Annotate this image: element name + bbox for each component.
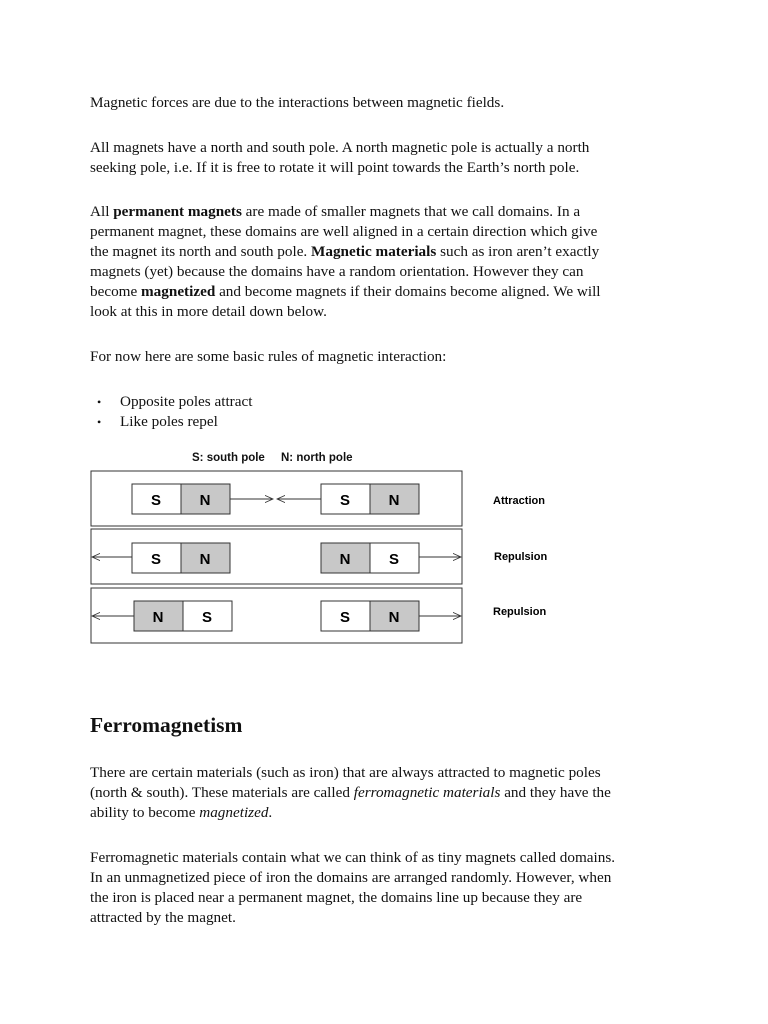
row-label-repulsion: Repulsion (493, 606, 547, 618)
italic-term: ferromagnetic materials (353, 784, 501, 801)
text-run: magnets (yet) because the domains have a random orientation. However they can (90, 263, 584, 280)
magnet-interaction-diagram (0, 440, 600, 650)
row-label-repulsion: Repulsion (494, 551, 548, 563)
paragraph-intro (90, 93, 690, 113)
legend-north: N: north pole (281, 452, 353, 464)
list-item: • Opposite poles attract (90, 392, 252, 412)
pole-letter: N (199, 551, 211, 568)
paragraph-ferromagnetic-materials (90, 763, 690, 823)
bold-term: Magnetic materials (311, 243, 437, 260)
text-line: For now here are some basic rules of magnetic interaction: (90, 348, 447, 365)
pole-letter: S (201, 609, 213, 626)
text-line: Magnetic forces are due to the interactions between magnetic fields. (90, 94, 505, 111)
text-run: (north & south). These materials are called (90, 784, 354, 801)
text-run: There are certain materials (such as iron) that are always attracted to magnetic poles (90, 764, 601, 781)
pole-letter: N (199, 492, 211, 509)
row-label-attraction: Attraction (493, 495, 545, 507)
pole-letter: N (388, 609, 400, 626)
text-run: All (90, 203, 114, 220)
text-run: ability to become (90, 804, 200, 821)
text-run: and become magnets if their domains become aligned. We will (215, 283, 601, 300)
text-run: attracted by the magnet. (90, 909, 236, 926)
pole-letter: N (152, 609, 164, 626)
pole-letter: N (388, 492, 400, 509)
rules-list (90, 392, 252, 432)
text-line: All magnets have a north and south pole. A north magnetic pole is actually a north (90, 139, 590, 156)
text-run: In an unmagnetized piece of iron the domains are arranged randomly. However, when (90, 869, 612, 886)
text-run: such as iron aren’t exactly (436, 243, 600, 260)
text-run: look at this in more detail down below. (90, 303, 327, 320)
text-run: . (268, 804, 273, 821)
pole-letter: S (339, 609, 351, 626)
pole-letter: S (388, 551, 400, 568)
pole-letter: S (150, 551, 162, 568)
paragraph-permanent-magnets (90, 202, 690, 322)
paragraph-poles (90, 138, 690, 178)
bold-term: permanent magnets (113, 203, 242, 220)
text-run: Ferromagnetic materials contain what we can think of as tiny magnets called domains. (90, 849, 616, 866)
text-run: become (90, 283, 142, 300)
text-run: and they have the (500, 784, 611, 801)
pole-letter: S (150, 492, 162, 509)
bold-term: magnetized (141, 283, 216, 300)
pole-letter: S (339, 492, 351, 509)
pole-letter: N (339, 551, 351, 568)
list-item: • Like poles repel (90, 412, 252, 432)
paragraph-domains (90, 848, 690, 928)
section-heading: Ferromagnetism (90, 713, 243, 737)
text-run: the iron is placed near a permanent magnet, the domains line up because they are (90, 889, 583, 906)
text-run: permanent magnet, these domains are well aligned in a certain direction which give (90, 223, 598, 240)
legend-south: S: south pole (192, 452, 265, 464)
text-line: seeking pole, i.e. If it is free to rotate it will point towards the Earth’s north pole. (90, 159, 580, 176)
italic-term: magnetized (199, 804, 269, 821)
text-run: are made of smaller magnets that we call domains. In a (241, 203, 581, 220)
paragraph-rules-intro (90, 347, 690, 367)
text-run: the magnet its north and south pole. (90, 243, 312, 260)
